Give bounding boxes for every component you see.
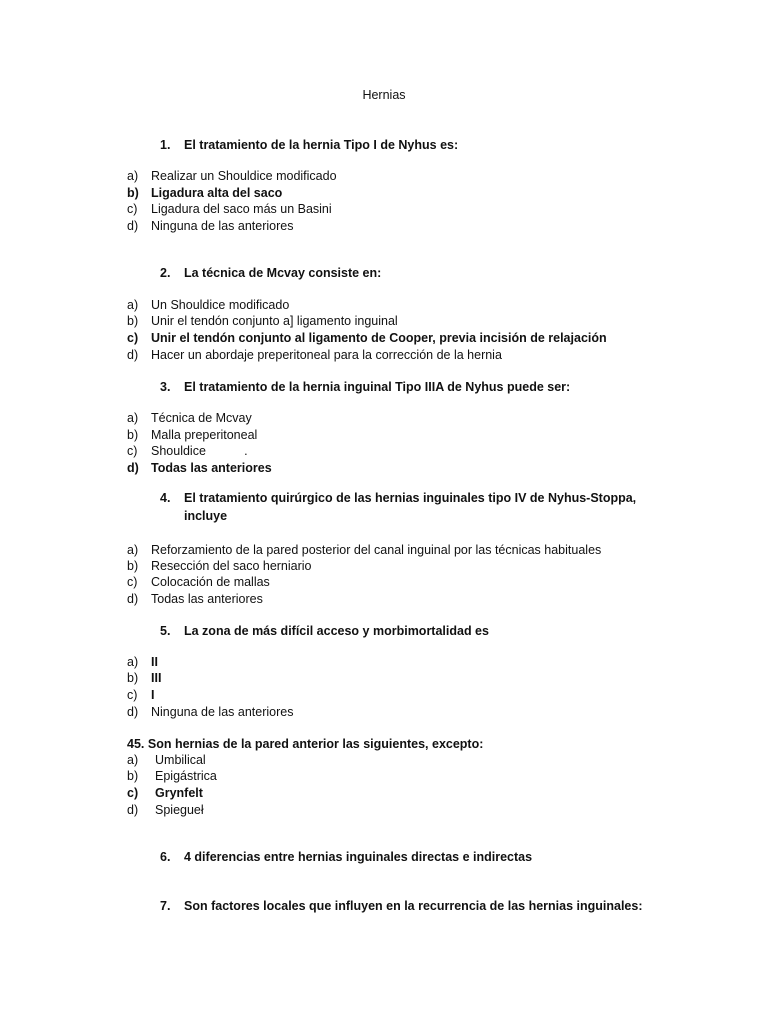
option-45d: d) Spiegueł bbox=[127, 803, 204, 817]
question-4 bbox=[160, 491, 636, 523]
question-text: Son factores locales que influyen en la recurrencia de las hernias inguinales: bbox=[184, 899, 643, 913]
option-1b: b) Ligadura alta del saco bbox=[127, 186, 283, 200]
option-3c: c) Shouldice . bbox=[127, 444, 248, 458]
option-4c: c) Colocación de mallas bbox=[127, 575, 270, 589]
question-text: La técnica de Mcvay consiste en: bbox=[184, 266, 382, 280]
option-45b: b) Epigástrica bbox=[127, 769, 217, 783]
option-2d: d) Hacer un abordaje preperitoneal para la corrección de la hernia bbox=[127, 348, 502, 362]
question-number: 4. bbox=[160, 491, 171, 505]
option-4b: b) Resección del saco herniario bbox=[127, 559, 312, 573]
option-2c: c) Unir el tendón conjunto al ligamento de Cooper, previa incisión de relajación bbox=[127, 331, 607, 345]
option-45c: c) Grynfelt bbox=[127, 786, 203, 800]
option-5c: c) I bbox=[127, 688, 155, 702]
question-number: 2. bbox=[160, 266, 171, 280]
question-45 bbox=[127, 737, 483, 751]
question-6 bbox=[160, 850, 532, 864]
question-1 bbox=[160, 138, 458, 152]
question-number: 5. bbox=[160, 624, 171, 638]
option-45a: a) Umbilical bbox=[127, 753, 206, 767]
question-text: La zona de más difícil acceso y morbimortalidad es bbox=[184, 624, 489, 638]
question-7 bbox=[160, 899, 643, 913]
option-3d: d) Todas las anteriores bbox=[127, 461, 272, 475]
option-3b: b) Malla preperitoneal bbox=[127, 428, 258, 442]
question-text: El tratamiento quirúrgico de las hernias inguinales tipo IV de Nyhus-Stoppa, bbox=[184, 491, 637, 505]
question-text: Son hernias de la pared anterior las siguientes, excepto: bbox=[147, 737, 484, 751]
question-number: 6. bbox=[160, 850, 171, 864]
option-5b: b) III bbox=[127, 671, 162, 685]
question-text: El tratamiento de la hernia inguinal Tipo IIIA de Nyhus puede ser: bbox=[184, 380, 571, 394]
question-number: 45. bbox=[127, 737, 145, 751]
option-3a: a) Técnica de Mcvay bbox=[127, 411, 252, 425]
option-4d: d) Todas las anteriores bbox=[127, 592, 263, 606]
question-text: 4 diferencias entre hernias inguinales directas e indirectas bbox=[184, 850, 533, 864]
option-5d: d) Ninguna de las anteriores bbox=[127, 705, 294, 719]
option-4a: a) Reforzamiento de la pared posterior del canal inguinal por las técnicas habituales bbox=[127, 543, 602, 557]
option-5a: a) II bbox=[127, 655, 158, 669]
question-continuation: incluye bbox=[184, 509, 228, 523]
option-1c: c) Ligadura del saco más un Basini bbox=[127, 202, 332, 216]
option-1d: d) Ninguna de las anteriores bbox=[127, 219, 294, 233]
question-number: 1. bbox=[160, 138, 171, 152]
document-title: Hernias bbox=[362, 88, 406, 102]
option-2a: a) Un Shouldice modificado bbox=[127, 298, 290, 312]
question-2 bbox=[160, 266, 381, 280]
question-5 bbox=[160, 624, 489, 638]
option-1a: a) Realizar un Shouldice modificado bbox=[127, 169, 337, 183]
question-text: El tratamiento de la hernia Tipo I de Nyhus es: bbox=[184, 138, 459, 152]
option-2b: b) Unir el tendón conjunto a] ligamento inguinal bbox=[127, 314, 398, 328]
question-3 bbox=[160, 380, 570, 394]
question-number: 7. bbox=[160, 899, 171, 913]
question-number: 3. bbox=[160, 380, 171, 394]
